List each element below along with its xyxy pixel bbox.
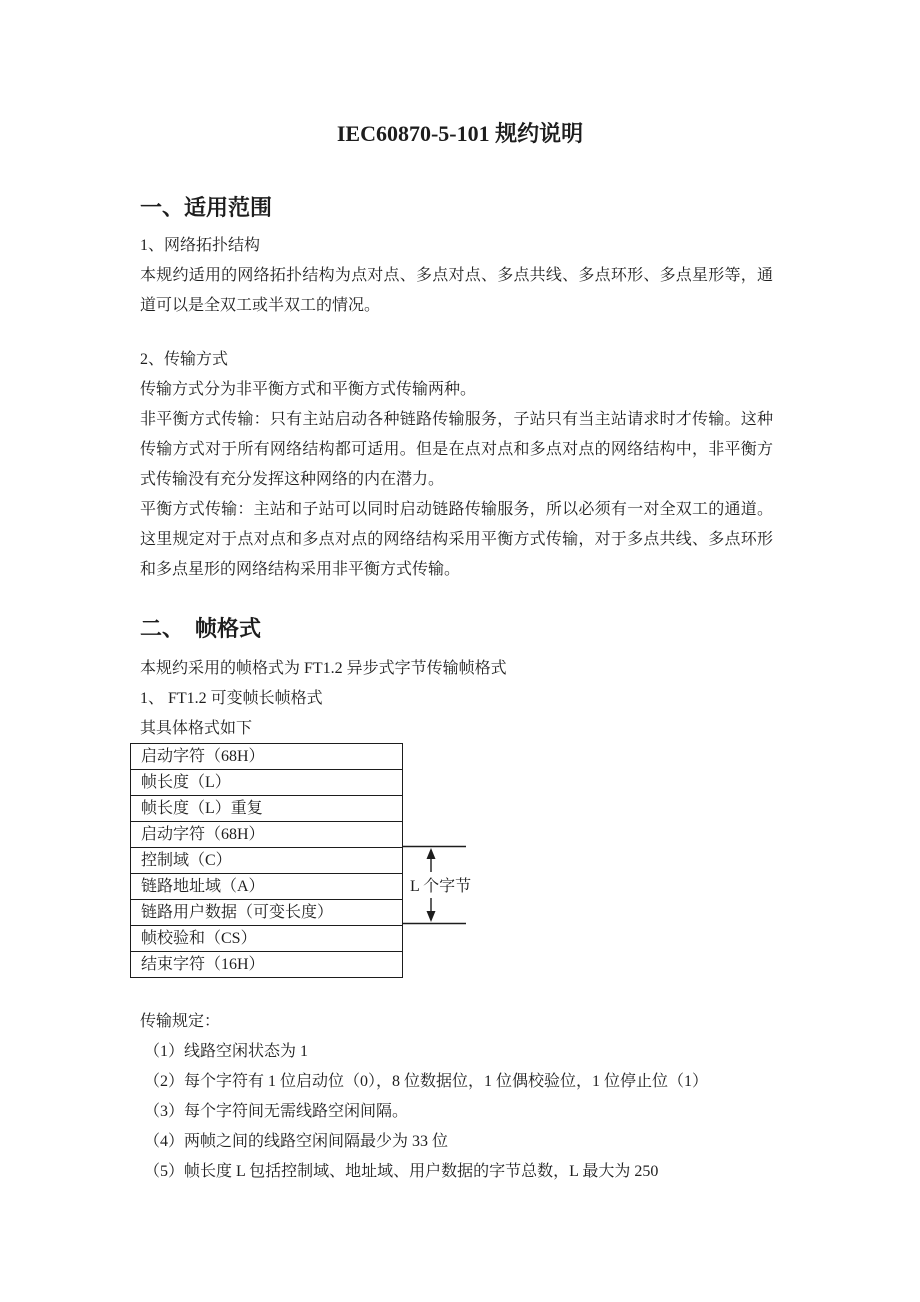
- byte-length-arrow-icon: [403, 845, 485, 925]
- transmission-rule-1: （1）线路空闲状态为 1: [144, 1043, 309, 1060]
- paragraph-network-topology: 本规约适用的网络拓扑结构为点对点、多点对点、多点共线、多点环形、多点星形等，通道可以是全双工或半双工的情况。: [140, 267, 773, 314]
- document-title: IEC60870-5-101 规约说明: [336, 121, 584, 146]
- frame-format-table: [130, 743, 403, 978]
- section-1-topology-block: [140, 231, 773, 321]
- table-row-frame-length-repeat: 帧长度（L）重复: [131, 796, 402, 822]
- paragraph-balanced-transmission: 平衡方式传输：主站和子站可以同时启动链路传输服务，所以必须有一对全双工的通道。这里规定对于点对点和多点对点的网络结构采用平衡方式传输，对于多点共线、多点环形和多点星形的网络结构采用非平衡方式传输。: [140, 501, 773, 578]
- transmission-rules-title: 传输规定：: [140, 1013, 221, 1030]
- frame-format-note: 其具体格式如下: [140, 720, 253, 737]
- subsection-1-1-title: 1、网络拓扑结构: [140, 237, 261, 254]
- transmission-rule-3: （3）每个字符间无需线路空闲间隔。: [144, 1103, 409, 1120]
- section-2-intro-block: [140, 654, 773, 744]
- table-row-frame-length: 帧长度（L）: [131, 770, 402, 796]
- transmission-rule-4: （4）两帧之间的线路空闲间隔最少为 33 位: [144, 1133, 449, 1150]
- table-row-start-char-1: 启动字符（68H）: [131, 744, 402, 770]
- table-row-user-data: 链路用户数据（可变长度）: [131, 900, 402, 926]
- transmission-rules-block: [140, 1007, 773, 1187]
- transmission-rule-5: （5）帧长度 L 包括控制域、地址域、用户数据的字节总数，L 最大为 250: [144, 1163, 659, 1180]
- table-row-start-char-2: 启动字符（68H）: [131, 822, 402, 848]
- byte-length-label: L 个字节: [410, 878, 472, 895]
- section-2-heading: 二、 帧格式: [140, 616, 262, 641]
- paragraph-frame-format-intro: 本规约采用的帧格式为 FT1.2 异步式字节传输帧格式: [140, 660, 507, 677]
- paragraph-transmission-overview: 传输方式分为非平衡方式和平衡方式传输两种。: [140, 381, 477, 398]
- table-row-control-field: 控制域（C）: [131, 848, 402, 874]
- section-1-transmission-block: [140, 345, 773, 585]
- table-row-link-address: 链路地址域（A）: [131, 874, 402, 900]
- table-row-end-char: 结束字符（16H）: [141, 956, 265, 973]
- paragraph-unbalanced-transmission: 非平衡方式传输：只有主站启动各种链路传输服务，子站只有当主站请求时才传输。这种传输方式对于所有网络结构都可适用。但是在点对点和多点对点的网络结构中，非平衡方式传输没有充分发挥这种网络的内在潜力。: [140, 411, 773, 488]
- table-row-checksum: 帧校验和（CS）: [131, 926, 402, 952]
- subsection-2-1-title: 1、 FT1.2 可变帧长帧格式: [140, 690, 323, 707]
- subsection-1-2-title: 2、传输方式: [140, 351, 229, 368]
- section-1-heading: 一、适用范围: [140, 195, 273, 220]
- byte-length-annotation: [403, 845, 485, 925]
- transmission-rule-2: （2）每个字符有 1 位启动位（0），8 位数据位，1 位偶校验位，1 位停止位（1）: [144, 1073, 709, 1090]
